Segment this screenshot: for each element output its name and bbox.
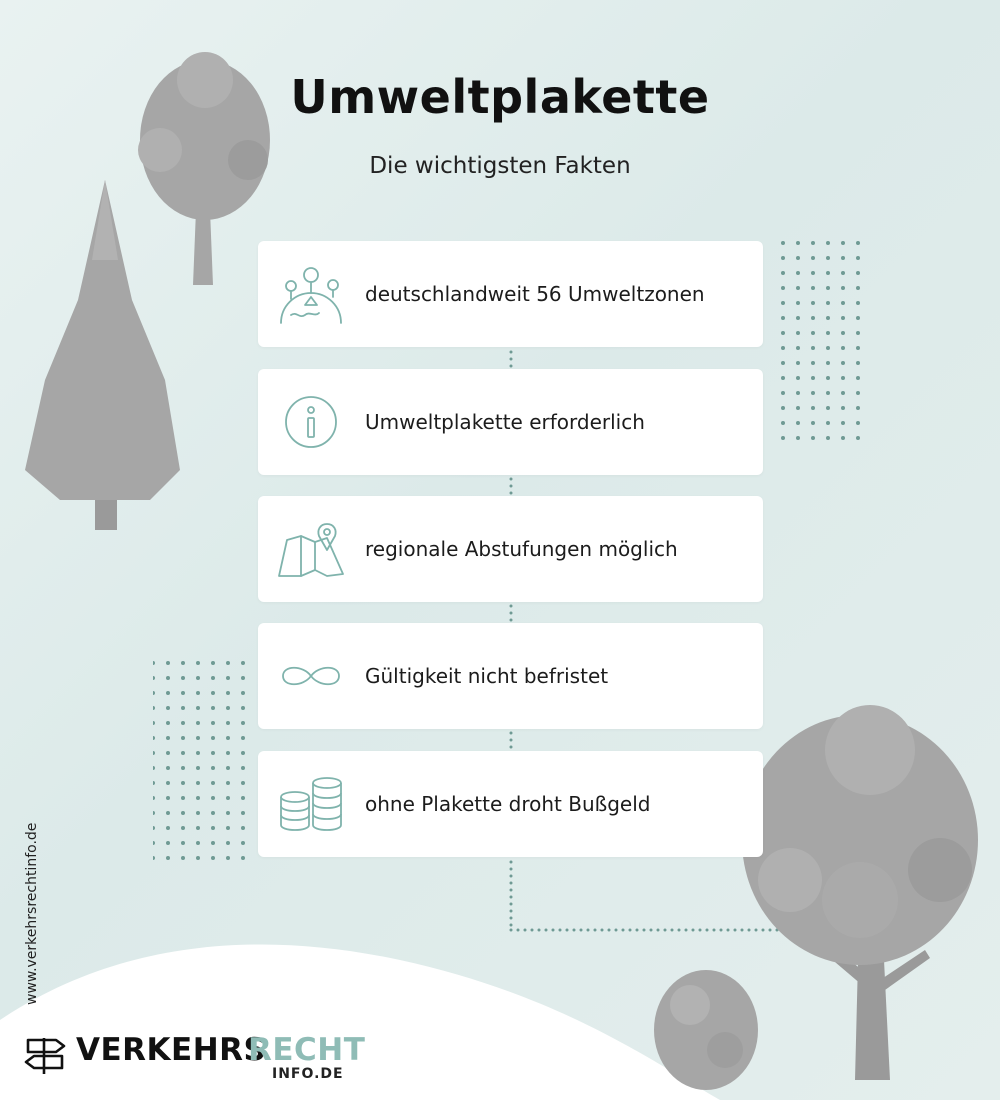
fact-card-umweltzonen (258, 241, 763, 347)
fact-label: Umweltplakette erforderlich (365, 410, 645, 434)
fact-label: deutschlandweit 56 Umweltzonen (365, 282, 705, 306)
logo-domain: INFO.DE (272, 1066, 344, 1082)
dot-grid-right (771, 240, 871, 445)
page-title: Umweltplakette (290, 70, 710, 124)
bush-bottom (654, 970, 758, 1090)
tree-fir-left (25, 180, 180, 530)
dot-grid-left (153, 657, 253, 862)
coins-icon (275, 773, 347, 835)
fact-card-erforderlich (258, 369, 763, 475)
fact-card-bussgeld (258, 751, 763, 857)
fact-card-gueltigkeit (258, 623, 763, 729)
website-url[interactable]: www.verkehrsrechtinfo.de (24, 822, 40, 1005)
fact-label: regionale Abstufungen möglich (365, 537, 678, 561)
fact-card-abstufungen (258, 496, 763, 602)
infinity-icon (275, 645, 347, 707)
page-subtitle: Die wichtigsten Fakten (369, 153, 631, 179)
fact-label: Gültigkeit nicht befristet (365, 664, 609, 688)
logo-text-verkehrs: VERKEHRS (76, 1032, 267, 1068)
map-pin-icon (275, 518, 347, 580)
fact-label: ohne Plakette droht Bußgeld (365, 792, 651, 816)
info-icon (275, 391, 347, 453)
signpost-icon (22, 1032, 68, 1076)
brand-logo[interactable] (22, 1032, 366, 1082)
tree-round-large (742, 705, 978, 1080)
logo-text-recht: RECHT (248, 1032, 366, 1068)
globe-trees-icon (275, 263, 347, 325)
